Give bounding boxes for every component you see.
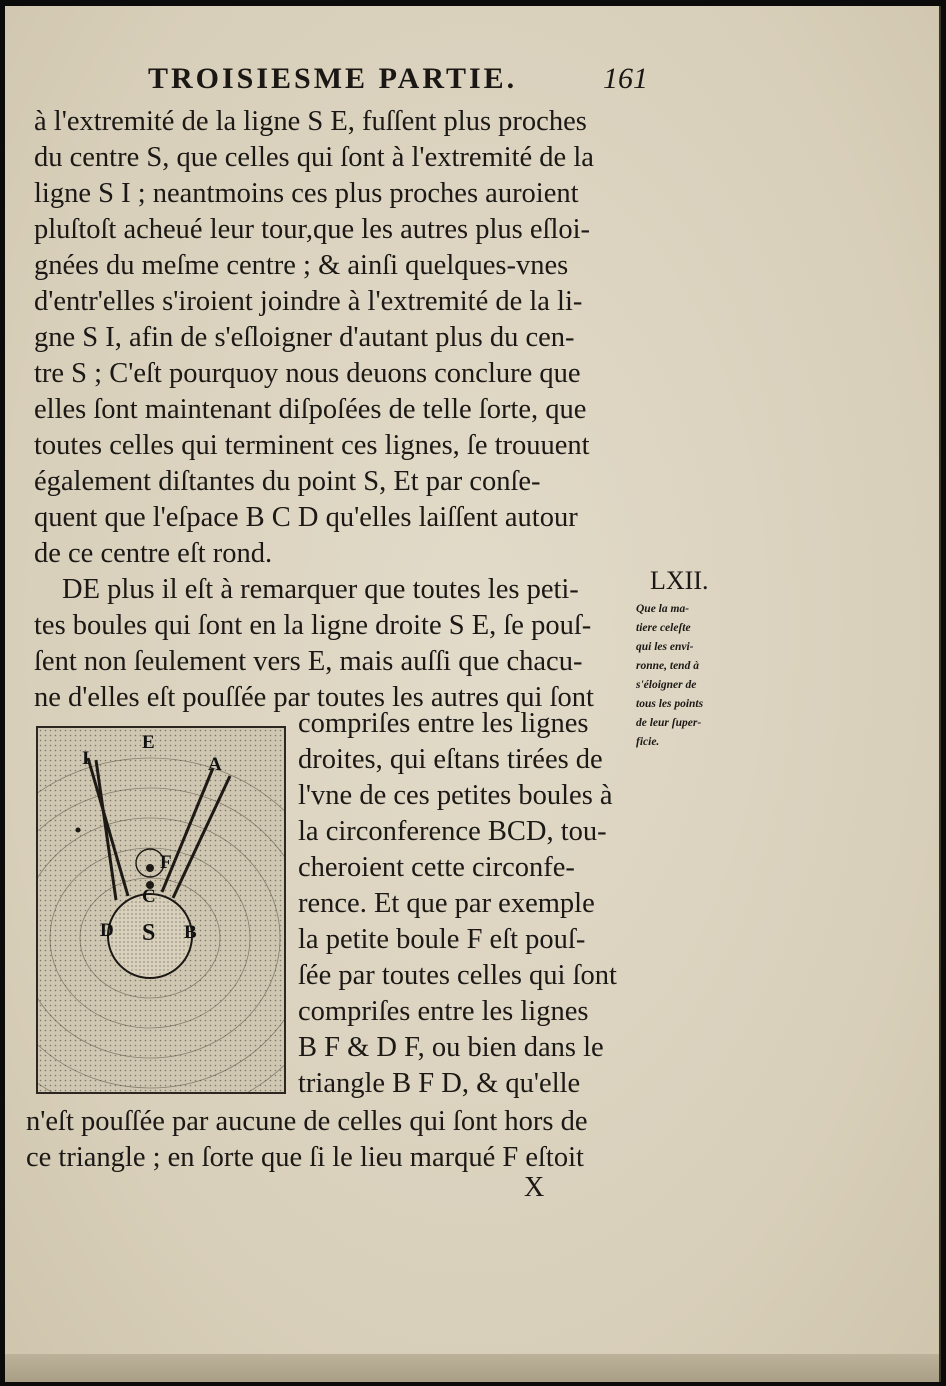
text-line: rence. Et que par exemple (298, 888, 595, 919)
text-line: compriſes entre les lignes (298, 708, 589, 739)
text-line: d'entr'elles s'iroient joindre à l'extremité de la li- (34, 286, 583, 317)
figure-label-s: S (142, 920, 156, 946)
text-line: ſent non ſeulement vers E, mais auſſi que chacu- (34, 646, 583, 677)
text-line: ce triangle ; en ſorte que ſi le lieu marqué F eſtoit (26, 1142, 584, 1173)
page-number: 161 (603, 62, 648, 95)
text-line: toutes celles qui terminent ces lignes, ſe trouuent (34, 430, 590, 461)
text-line: droites, qui eſtans tirées de (298, 744, 603, 775)
figure-label-f: F (160, 852, 172, 873)
figure-label-a: A (208, 754, 222, 775)
text-line: gnées du meſme centre ; & ainſi quelques-vnes (34, 250, 569, 281)
text-line: triangle B F D, & qu'elle (298, 1068, 581, 1099)
margin-note-line: ficie. (636, 736, 660, 748)
figure-label-d: D (100, 920, 114, 941)
margin-note-line: qui les envi- (636, 641, 694, 653)
signature-mark: X (524, 1172, 545, 1203)
text-line: du centre S, que celles qui ſont à l'extremité de la (34, 142, 594, 173)
vortex-diagram (36, 726, 286, 1094)
text-line: la circonference BCD, tou- (298, 816, 607, 847)
margin-note-line: ronne, tend à (636, 660, 699, 672)
figure-label-i: I (82, 748, 90, 769)
text-line: elles ſont maintenant diſpoſées de telle ſorte, que (34, 394, 587, 425)
paragraph-start-line: DE plus il eſt à remarquer que toutes les peti- (62, 574, 579, 605)
margin-note-line: tiere celeſte (636, 622, 691, 634)
section-number: LXII. (650, 566, 709, 595)
wrapped-text (298, 706, 617, 1102)
text-line: B F & D F, ou bien dans le (298, 1032, 604, 1063)
text-line: à l'extremité de la ligne S E, fuſſent plus proches (34, 106, 587, 137)
tail-text (26, 1104, 587, 1176)
text-line: gne S I, afin de s'eſloigner d'autant plus du cen- (34, 322, 575, 353)
figure-label-b: B (184, 922, 197, 943)
vortex-engraving (38, 728, 284, 1092)
text-line: quent que l'eſpace B C D qu'elles laiſſent autour (34, 502, 578, 533)
figure-label-e: E (142, 732, 155, 753)
text-line: tes boules qui ſont en la ligne droite S E, ſe pouſ- (34, 610, 592, 641)
text-line: également diſtantes du point S, Et par conſe- (34, 466, 541, 497)
margin-note-line: tous les points (636, 698, 704, 710)
text-line: de ce centre eſt rond. (34, 538, 273, 569)
margin-note-line: Que la ma- (636, 603, 690, 615)
figure-label-c: C (142, 886, 156, 907)
margin-note-line: de leur ſuper- (636, 717, 702, 729)
text-line: cheroient cette circonfe- (298, 852, 575, 883)
text-line: ſée par toutes celles qui ſont (298, 960, 617, 991)
text-line: l'vne de ces petites boules à (298, 780, 613, 811)
text-line: la petite boule F eſt pouſ- (298, 924, 586, 955)
text-line: n'eſt pouſſée par aucune de celles qui ſont hors de (26, 1106, 588, 1137)
text-line: tre S ; C'eſt pourquoy nous deuons conclure que (34, 358, 581, 389)
text-line: ligne S I ; neantmoins ces plus proches auroient (34, 178, 579, 209)
margin-note-line: s'éloigner de (636, 679, 697, 691)
text-line: ne d'elles eſt pouſſée par toutes les autres qui ſont (34, 682, 594, 713)
main-text (34, 104, 594, 716)
page-edge-shadow (5, 1354, 939, 1382)
text-line: pluſtoſt acheué leur tour,que les autres plus eſloi- (34, 214, 591, 245)
running-header: TROISIESME PARTIE. (148, 62, 518, 95)
margin-note (636, 600, 736, 752)
text-line: compriſes entre les lignes (298, 996, 589, 1027)
